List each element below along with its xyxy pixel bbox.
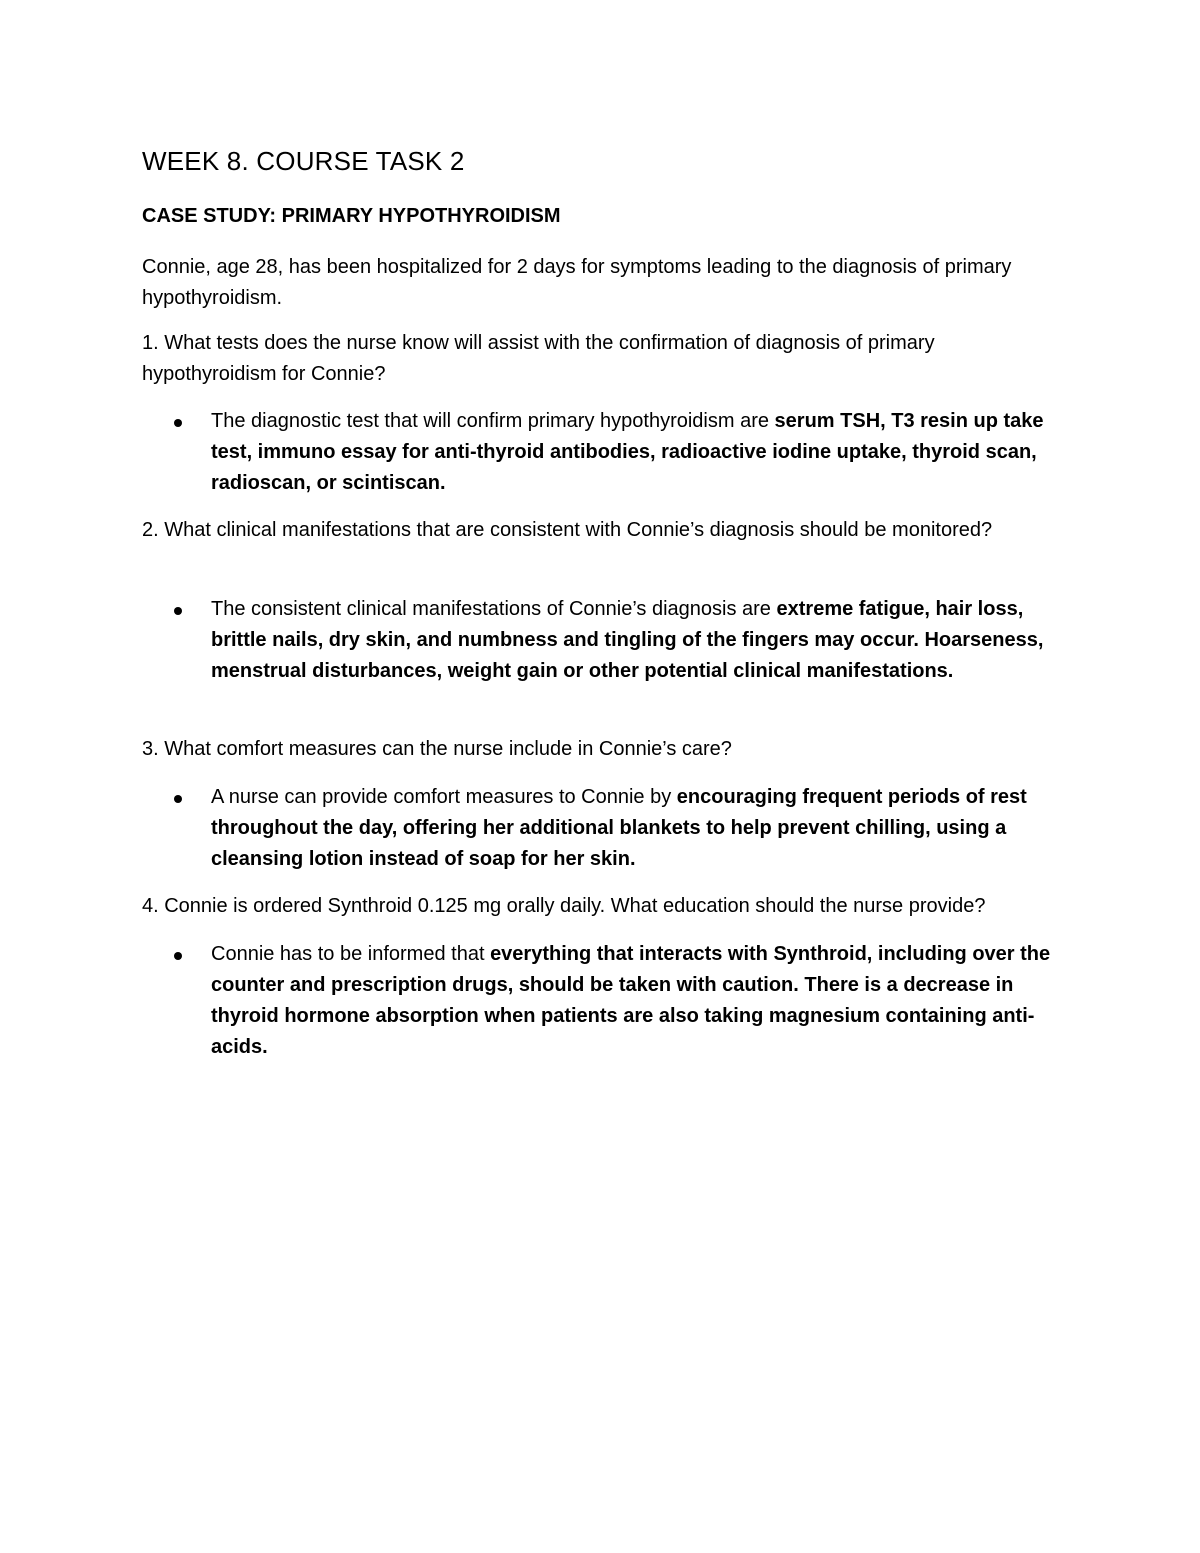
bullet-icon <box>174 419 182 427</box>
bullet-icon <box>174 607 182 615</box>
bullet-icon <box>174 952 182 960</box>
question-2: 2. What clinical manifestations that are consistent with Connie’s diagnosis should be monitored? <box>142 519 993 541</box>
question-4: 4. Connie is ordered Synthroid 0.125 mg orally daily. What education should the nurse provide? <box>142 895 986 917</box>
answer-1-text <box>211 406 1061 499</box>
answer-4-bold: everything that interacts with Synthroid, including over the counter and prescription drugs, should be taken with caution. There is a decrease in thyroid hormone absorption when patients are also taking magnesium containing anti-acids. <box>211 943 1051 1058</box>
question-3: 3. What comfort measures can the nurse include in Connie’s care? <box>142 738 732 760</box>
answer-2-bold: extreme fatigue, hair loss, brittle nails, dry skin, and numbness and tingling of the fingers may occur. Hoarseness, menstrual disturbances, weight gain or other potential clinical manifestations. <box>211 598 1044 682</box>
document-page <box>142 0 1072 1553</box>
bullet-icon <box>174 795 182 803</box>
answer-3-bold: encouraging frequent periods of rest throughout the day, offering her additional blankets to help prevent chilling, using a cleansing lotion instead of soap for her skin. <box>211 786 1027 870</box>
answer-2-text <box>211 594 1061 687</box>
answer-3-plain: A nurse can provide comfort measures to Connie by <box>211 786 677 808</box>
page-title: WEEK 8. COURSE TASK 2 <box>142 146 465 176</box>
answer-4-text <box>211 939 1061 1063</box>
answer-1-plain: The diagnostic test that will confirm primary hypothyroidism are <box>211 410 775 432</box>
case-study-heading: CASE STUDY: PRIMARY HYPOTHYROIDISM <box>142 205 561 227</box>
answer-4-plain: Connie has to be informed that <box>211 943 491 965</box>
answer-3-text <box>211 782 1061 875</box>
answer-2-plain: The consistent clinical manifestations of Connie’s diagnosis are <box>211 598 777 620</box>
answer-1-bold: serum TSH, T3 resin up take test, immuno essay for anti-thyroid antibodies, radioactive iodine uptake, thyroid scan, radioscan, or scintiscan. <box>211 410 1044 494</box>
intro-paragraph: Connie, age 28, has been hospitalized for 2 days for symptoms leading to the diagnosis of primary hypothyroidism. <box>142 256 1012 309</box>
question-1: 1. What tests does the nurse know will assist with the confirmation of diagnosis of primary hypothyroidism for Connie? <box>142 332 935 385</box>
